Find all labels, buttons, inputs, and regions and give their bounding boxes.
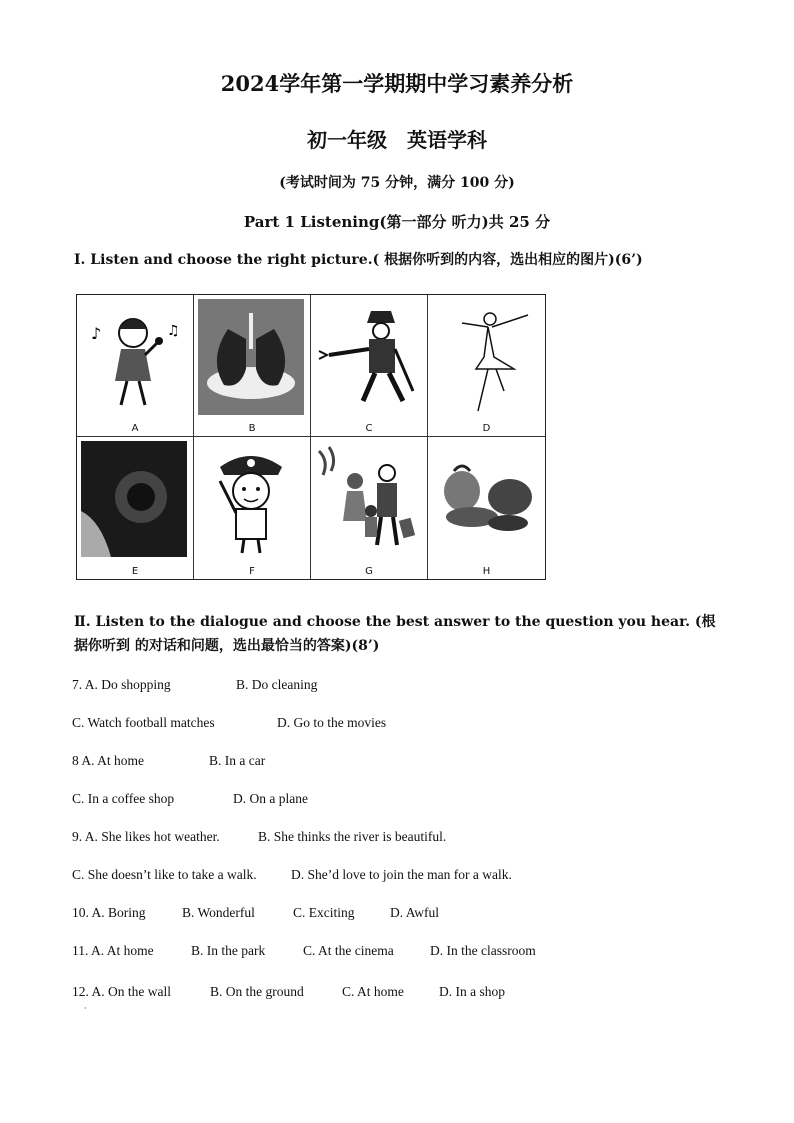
option: C. At the cinema (303, 943, 394, 958)
picture-label: D (482, 423, 491, 434)
option: B. In the park (191, 943, 266, 958)
option: 8 A. At home (72, 753, 145, 768)
option: 9. A. She likes hot weather. (72, 829, 220, 844)
picture-h (428, 437, 545, 579)
picture-label: A (131, 423, 139, 434)
option: B. She thinks the river is beautiful. (258, 829, 447, 844)
option: C. Watch football matches (72, 715, 215, 730)
option: D. She’d love to join the man for a walk. (291, 867, 512, 882)
picture-label: C (365, 423, 373, 434)
part-heading: Part 1 Listening(第一部分 听力)共 25 分 (243, 213, 551, 231)
picture-g (311, 437, 428, 579)
picture-label: E (131, 566, 139, 577)
police-boy-icon (198, 441, 304, 557)
option: B. Do cleaning (236, 677, 318, 692)
lungs-icon (198, 299, 304, 415)
option: C. In a coffee shop (72, 791, 175, 806)
option: B. In a car (209, 753, 266, 768)
svg-text:♪: ♪ (91, 324, 102, 343)
picture-c (311, 295, 428, 437)
option: 12. A. On the wall (72, 984, 171, 999)
svg-text:♫: ♫ (167, 323, 180, 339)
camera-closeup-icon (81, 441, 187, 557)
option: B. Wonderful (182, 905, 255, 920)
singing-girl-icon (81, 299, 187, 415)
option: C. She doesn’t like to take a walk. (72, 867, 257, 882)
option: D. On a plane (233, 791, 308, 806)
picture-label: B (248, 423, 256, 434)
page-title: 2024学年第一学期期中学习素养分析 (220, 71, 574, 96)
option: B. On the ground (210, 984, 304, 999)
option: D. Awful (390, 905, 440, 920)
picture-label: H (482, 566, 491, 577)
option: 11. A. At home (72, 943, 154, 958)
option: C. At home (342, 984, 404, 999)
option: C. Exciting (293, 905, 355, 920)
scan-speck: · (84, 1004, 87, 1013)
family-walk-icon (315, 441, 421, 557)
firefighter-icon (315, 299, 421, 415)
ballet-dancer-icon (432, 299, 538, 415)
option: 7. A. Do shopping (72, 677, 171, 692)
vegetables-icon (432, 441, 538, 557)
section1-heading: Ⅰ. Listen and choose the right picture.( 根据你听到的内容，选出相应的图片)(6’) (74, 252, 643, 268)
option: D. Go to the movies (277, 715, 387, 730)
exam-time-note: (考试时间为 75 分钟，满分 100 分) (279, 175, 515, 191)
picture-grid (76, 294, 546, 580)
option: D. In a shop (439, 984, 505, 999)
picture-label: F (249, 566, 255, 577)
grade-subject: 初一年级 英语学科 (307, 128, 487, 152)
picture-b (194, 295, 311, 437)
picture-f (194, 437, 311, 579)
option: D. In the classroom (430, 943, 536, 958)
picture-d (428, 295, 545, 437)
picture-label: G (365, 566, 373, 577)
picture-a (77, 295, 194, 437)
picture-e (77, 437, 194, 579)
section2-heading: Ⅱ. Listen to the dialogue and choose the best answer to the question you hear. (根据你听到 的对话和问题，选出最恰当的答案)(8’) (74, 614, 716, 654)
option: 10. A. Boring (72, 905, 146, 920)
